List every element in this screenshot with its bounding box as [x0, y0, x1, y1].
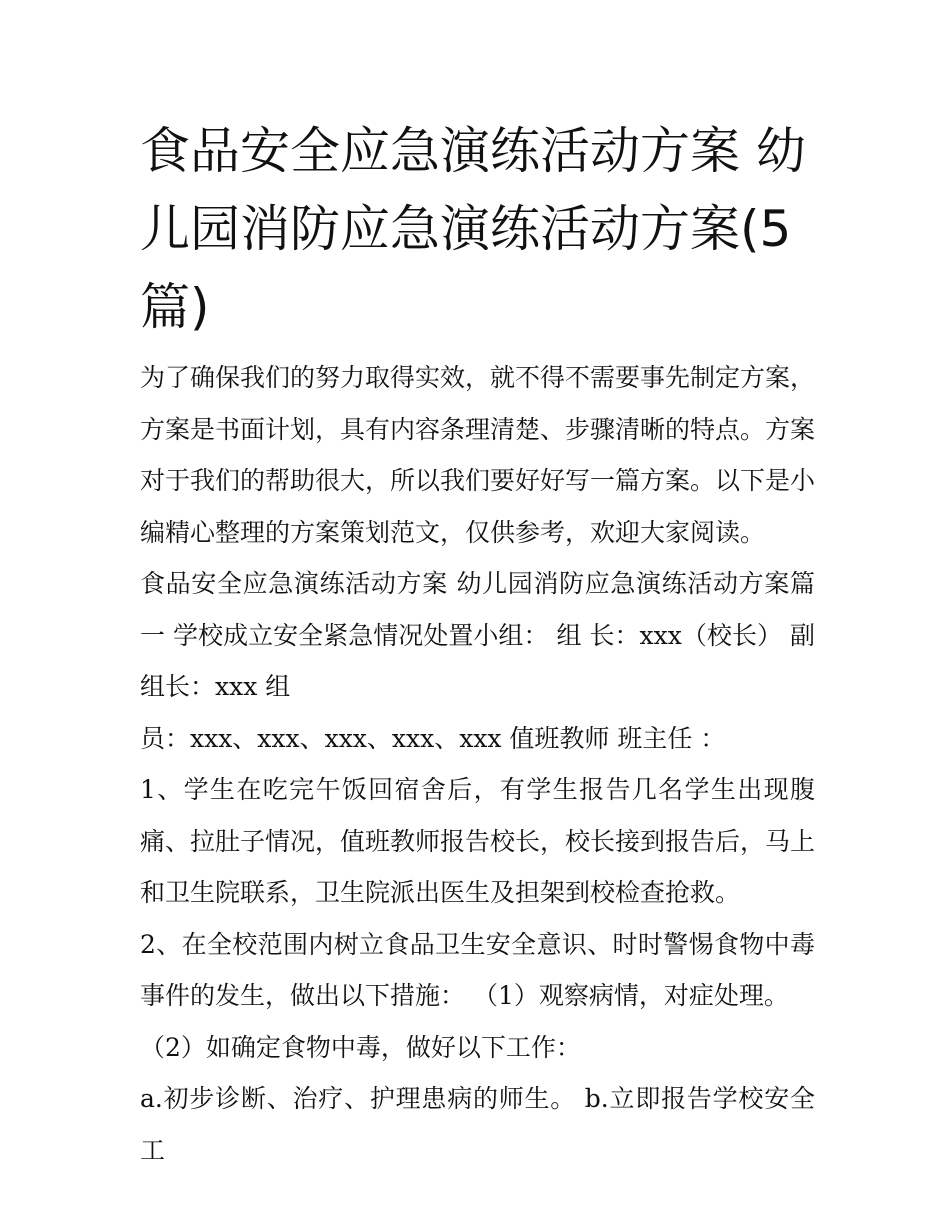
paragraph-step-2-sub: （2）如确定食物中毒，做好以下工作：: [140, 1032, 581, 1062]
paragraph-section-one: 食品安全应急演练活动方案 幼儿园消防应急演练活动方案篇一 学校成立安全紧急情况处置小组： 组 长：xxx（校长） 副组长：xxx 组: [140, 569, 815, 701]
paragraph-step-2: 2、在全校范围内树立食品卫生安全意识、时时警惕食物中毒事件的发生，做出以下措施： （1）观察病情，对症处理。: [140, 929, 815, 1010]
paragraph-intro: 为了确保我们的努力取得实效，就不得不需要事先制定方案，方案是书面计划，具有内容条理清楚、步骤清晰的特点。方案对于我们的帮助很大，所以我们要好好写一篇方案。以下是小编精心整理的方案策划范文，仅供参考，欢迎大家阅读。: [140, 363, 816, 547]
paragraph-step-2-actions: a.初步诊断、治疗、护理患病的师生。 b.立即报告学校安全工: [140, 1084, 815, 1165]
document-body: [140, 352, 815, 1176]
paragraph-members: 员：xxx、xxx、xxx、xxx、xxx 值班教师 班主任 ：: [140, 723, 726, 753]
paragraph-step-1: 1、学生在吃完午饭回宿舍后，有学生报告几名学生出现腹痛、拉肚子情况，值班教师报告校长，校长接到报告后，马上和卫生院联系，卫生院派出医生及担架到校检查抢救。: [140, 775, 816, 907]
document-title: 食品安全应急演练活动方案 幼儿园消防应急演练活动方案(5篇): [140, 122, 806, 336]
